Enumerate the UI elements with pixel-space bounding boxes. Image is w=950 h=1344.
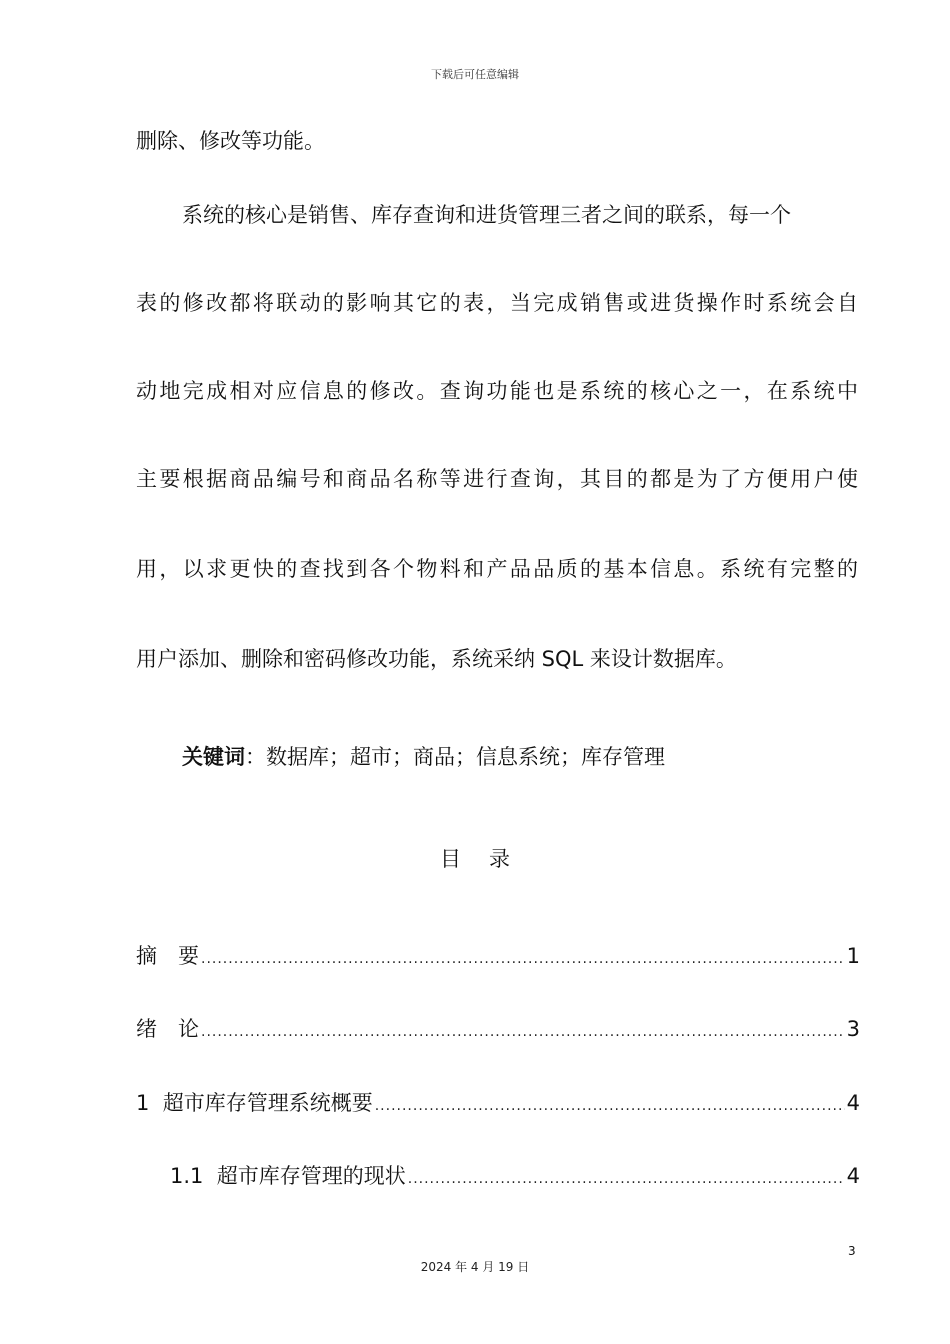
toc-entry[interactable] (136, 1016, 860, 1045)
toc-title-char-1: 目 (440, 847, 461, 871)
body-line-3: 表的修改都将联动的影响其它的表，当完成销售或进货操作时系统会自 (136, 291, 858, 315)
toc-entry-label: 摘 要 (136, 944, 199, 968)
toc-entry-label: 1 超市库存管理系统概要 (136, 1091, 373, 1115)
toc-entry[interactable] (170, 1163, 860, 1192)
toc-entry-page: 1 (846, 944, 860, 968)
toc-leader-dots (408, 1166, 845, 1192)
toc-entry[interactable] (136, 1090, 860, 1119)
keywords-text: ：数据库；超市；商品；信息系统；库存管理 (245, 745, 665, 769)
toc-entry-page: 4 (846, 1164, 860, 1188)
toc-title (0, 843, 950, 873)
toc-title-char-2: 录 (489, 847, 510, 871)
toc-leader-dots (201, 1019, 845, 1045)
page-number: 3 (848, 1244, 856, 1258)
toc-entry-label: 1.1 超市库存管理的现状 (170, 1164, 406, 1188)
body-line-7: 用户添加、删除和密码修改功能，系统采纳 SQL 来设计数据库。 (136, 647, 737, 671)
toc-entry-page: 4 (846, 1091, 860, 1115)
toc-entry-page: 3 (846, 1017, 860, 1041)
body-line-6: 用，以求更快的查找到各个物料和产品品质的基本信息。系统有完整的 (136, 557, 858, 581)
body-line-1: 删除、修改等功能。 (136, 129, 325, 153)
keywords-line (182, 744, 665, 770)
toc-entry-label: 绪 论 (136, 1017, 199, 1041)
toc-entry[interactable] (136, 943, 860, 972)
body-line-2: 系统的核心是销售、库存查询和进货管理三者之间的联系，每一个 (182, 203, 791, 227)
toc-leader-dots (375, 1093, 845, 1119)
page-footer-date: 2024 年 4 月 19 日 (420, 1260, 530, 1274)
page-header: 下载后可任意编辑 (431, 68, 519, 81)
body-line-4: 动地完成相对应信息的修改。查询功能也是系统的核心之一，在系统中 (136, 379, 858, 403)
keywords-label: 关键词 (182, 745, 245, 769)
toc-leader-dots (201, 946, 845, 972)
body-line-5: 主要根据商品编号和商品名称等进行查询，其目的都是为了方便用户使 (136, 467, 858, 491)
